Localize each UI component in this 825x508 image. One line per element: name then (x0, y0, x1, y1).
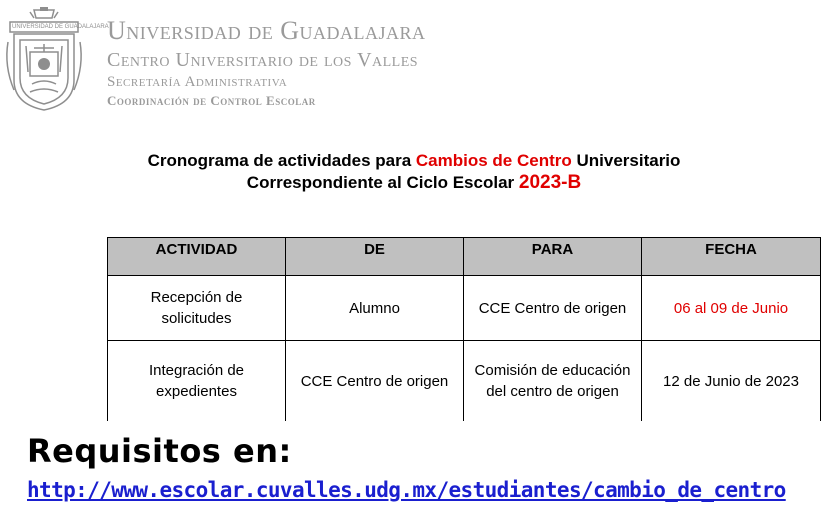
cell-fecha: 12 de Junio de 2023 (642, 341, 821, 422)
center-name: Centro Universitario de los Valles (107, 49, 419, 71)
cell-actividad: Recepción de solicitudes (108, 276, 286, 341)
title-highlight-cambios: Cambios de Centro (415, 151, 572, 170)
university-name: Universidad de Guadalajara (107, 16, 426, 45)
table-row (108, 276, 821, 341)
table-row (108, 341, 821, 422)
header-actividad: ACTIVIDAD (108, 238, 286, 276)
title-part2: Universitario (571, 151, 681, 170)
cell-de: Alumno (286, 276, 464, 341)
header-de: DE (286, 238, 464, 276)
cell-de: CCE Centro de origen (286, 341, 464, 422)
cell-para: Comisión de educación del centro de origen (464, 341, 642, 422)
cell-actividad: Integración de expedientes (108, 341, 286, 422)
crest-motto: UNIVERSIDAD DE GUADALAJARA (12, 24, 109, 30)
schedule-table (107, 237, 821, 421)
header-fecha: FECHA (642, 238, 821, 276)
page-title (100, 150, 728, 194)
title-part1: Cronograma de actividades para (147, 151, 416, 170)
header-para: PARA (464, 238, 642, 276)
requirements-link[interactable]: http://www.escolar.cuvalles.udg.mx/estudiantes/cambio_de_centro (27, 478, 786, 502)
title-highlight-ciclo: 2023-B (518, 172, 582, 193)
institution-header (107, 14, 426, 109)
cell-fecha: 06 al 09 de Junio (642, 276, 821, 341)
cell-para: CCE Centro de origen (464, 276, 642, 341)
coordination-name: Coordinación de Control Escolar (107, 93, 316, 108)
university-crest-icon (4, 6, 109, 112)
title-part3: Correspondiente al Ciclo Escolar (246, 173, 519, 192)
table-header-row (108, 238, 821, 276)
secretariat-name: Secretaría Administrativa (107, 74, 288, 90)
requirements-label: Requisitos en: (27, 432, 292, 470)
